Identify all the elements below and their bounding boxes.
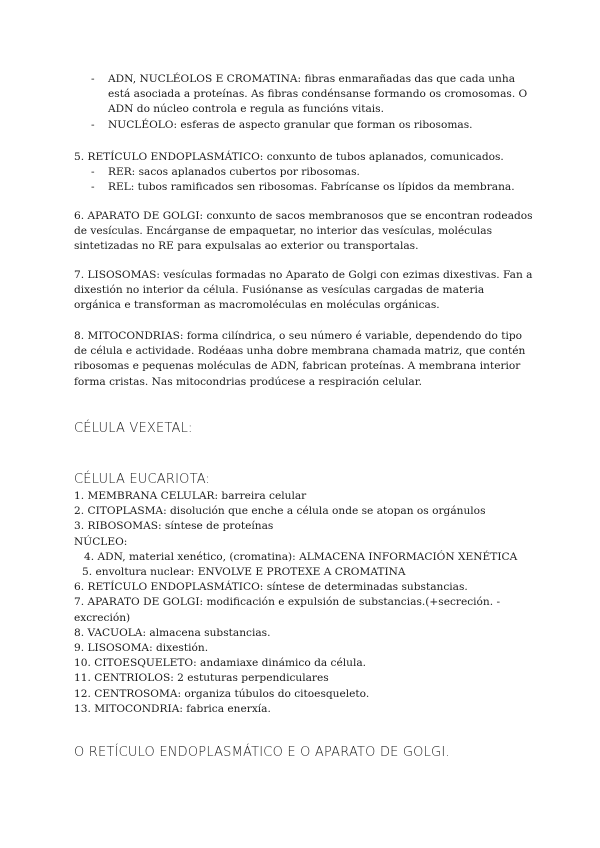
lisosomas-paragraph: 7. LISOSOMAS: vesículas formadas no Aparato de Golgi con ezimas dixestivas. Fan a dixestión no interior da célula. Fusiónanse as vesículas cargadas de materia orgánica e transforman as macromoléculas en moléculas orgánicas. [74, 269, 533, 312]
golgi-paragraph: 6. APARATO DE GOLGI: conxunto de sacos membranosos que se encontran rodeados de vesículas. Encárganse de empaquetar, no interior das vesículas, moléculas sintetizadas no RE para expulsalas ao exterior ou transportalas. [74, 210, 533, 253]
nucleus-bullet-list [74, 72, 534, 133]
list-item: 12. CENTROSOMA: organiza túbulos do citoesqueleto. [74, 687, 370, 700]
list-item: 4. ADN, material xenético, (cromatina): ALMACENA INFORMACIÓN XENÉTICA [84, 550, 518, 563]
bullet-text: REL: tubos ramificados sen ribosomas. Fabrícanse os lípidos da membrana. [108, 181, 515, 194]
bullet-text: ADN, NUCLÉOLOS E CROMATINA: fibras enmarañadas das que cada unha está asociada a proteínas. As fibras condénsanse formando os cromosomas. O ADN do núcleo controla e regula as funcións vitais. [108, 73, 528, 116]
bullet-dash: - [91, 118, 95, 131]
vexetal-section [74, 420, 534, 438]
heading-celula-eucariota: CÉLULA EUCARIOTA: [74, 472, 211, 487]
bullet-nucleolo [74, 118, 534, 133]
list-item: NÚCLEO: [74, 535, 128, 548]
golgi-section [74, 209, 534, 255]
list-item: 7. APARATO DE GOLGI: modificación e expulsión de substancias.(+secreción. - excreción) [74, 596, 501, 624]
list-item: 10. CITOESQUELETO: andamiaxe dinámico da célula. [74, 657, 367, 670]
heading-celula-vexetal: CÉLULA VEXETAL: [74, 421, 193, 436]
list-item: 2. CITOPLASMA: disolución que enche a célula onde se atopan os orgánulos [74, 505, 486, 518]
list-item: 6. RETÍCULO ENDOPLASMÁTICO: síntese de determinadas substancias. [74, 581, 468, 594]
list-item: 11. CENTRIOLOS: 2 estuturas perpendiculares [74, 672, 329, 685]
list-item: 13. MITOCONDRIA: fabrica enerxía. [74, 702, 271, 715]
bullet-rel [74, 180, 534, 195]
list-item: 9. LISOSOMA: dixestión. [74, 642, 209, 655]
reticulo-golgi-section [74, 744, 534, 762]
heading-reticulo-golgi: O RETÍCULO ENDOPLASMÁTICO E O APARATO DE GOLGI. [74, 745, 450, 760]
bullet-text: RER: sacos aplanados cubertos por ribosomas. [108, 166, 360, 179]
mitocondrias-section [74, 329, 534, 390]
list-item: 1. MEMBRANA CELULAR: barreira celular [74, 490, 307, 502]
list-item: 8. VACUOLA: almacena substancias. [74, 626, 271, 639]
reticulo-title: 5. RETÍCULO ENDOPLASMÁTICO: conxunto de tubos aplanados, comunicados. [74, 151, 504, 163]
bullet-adn-nucleolos [74, 72, 534, 118]
bullet-rer [74, 165, 534, 180]
eucariota-section [74, 471, 534, 717]
mitocondrias-paragraph: 8. MITOCONDRIAS: forma cilíndrica, o seu número é variable, dependendo do tipo de célula e actividade. Rodéaas unha dobre membrana chamada matriz, que contén ribosomas e pequenas moléculas de ADN, fabrican proteínas. A membrana interior forma cristas. Nas mitocondrias prodúcese a respiración celular. [74, 330, 526, 388]
eucariota-list [74, 489, 534, 717]
bullet-dash: - [91, 73, 95, 85]
bullet-dash: - [91, 181, 95, 194]
reticulo-section [74, 150, 534, 196]
bullet-dash: - [91, 166, 95, 179]
list-item: 5. envoltura nuclear: ENVOLVE E PROTEXE A CROMATINA [82, 566, 406, 579]
list-item: 3. RIBOSOMAS: síntese de proteínas [74, 520, 274, 533]
bullet-text: NUCLÉOLO: esferas de aspecto granular que forman os ribosomas. [108, 118, 473, 131]
lisosomas-section [74, 268, 534, 314]
